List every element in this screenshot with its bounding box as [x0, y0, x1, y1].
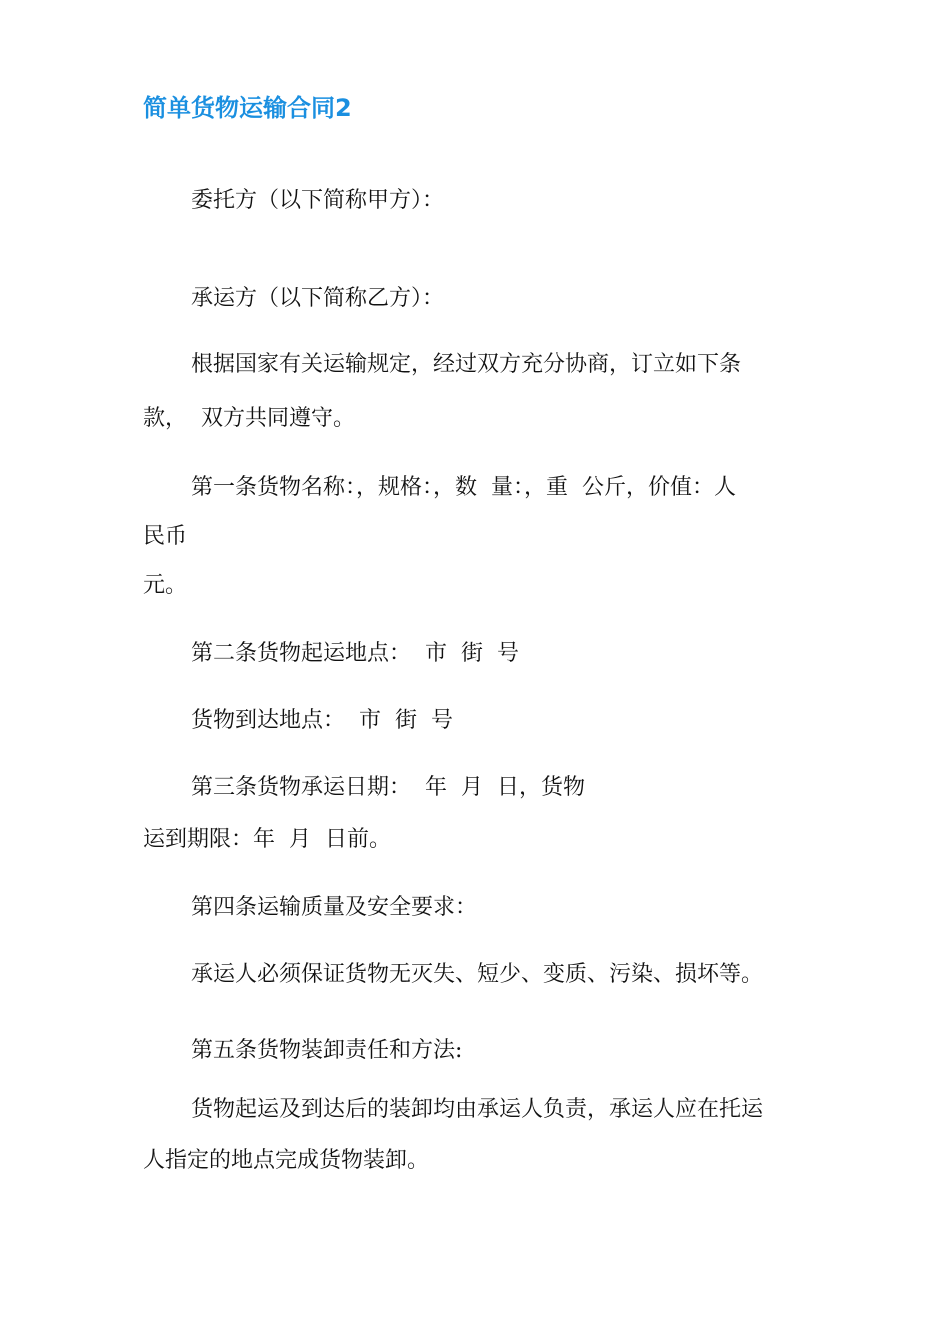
article-4-heading: 第四条运输质量及安全要求：	[191, 895, 478, 920]
document-title: 简单货物运输合同2	[143, 94, 352, 122]
preamble-line-1: 根据国家有关运输规定，经过双方充分协商，订立如下条	[191, 352, 742, 377]
article-4-text: 承运人必须保证货物无灭失、短少、变质、污染、损坏等。	[191, 962, 764, 987]
preamble-line-2: 款， 双方共同遵守。	[143, 406, 355, 431]
article-2-line-2: 货物到达地点： 市 街 号	[191, 708, 453, 733]
party-a-line: 委托方（以下简称甲方）：	[191, 188, 445, 213]
article-1-line-2: 民币	[143, 524, 188, 549]
article-3-line-1: 第三条货物承运日期： 年 月 日，货物	[191, 775, 585, 800]
article-5-text-1: 货物起运及到达后的装卸均由承运人负责，承运人应在托运	[191, 1097, 764, 1122]
article-5-text-2: 人指定的地点完成货物装卸。	[143, 1148, 430, 1173]
party-b-line: 承运方（以下简称乙方）：	[191, 286, 445, 311]
article-1-line-1: 第一条货物名称：，规格：，数 量：，重 公斤，价值：人	[191, 475, 736, 500]
article-5-heading: 第五条货物装卸责任和方法:	[191, 1038, 463, 1063]
article-2-line-1: 第二条货物起运地点： 市 街 号	[191, 641, 519, 666]
article-1-line-3: 元。	[143, 573, 188, 598]
article-3-line-2: 运到期限：年 月 日前。	[143, 827, 391, 852]
